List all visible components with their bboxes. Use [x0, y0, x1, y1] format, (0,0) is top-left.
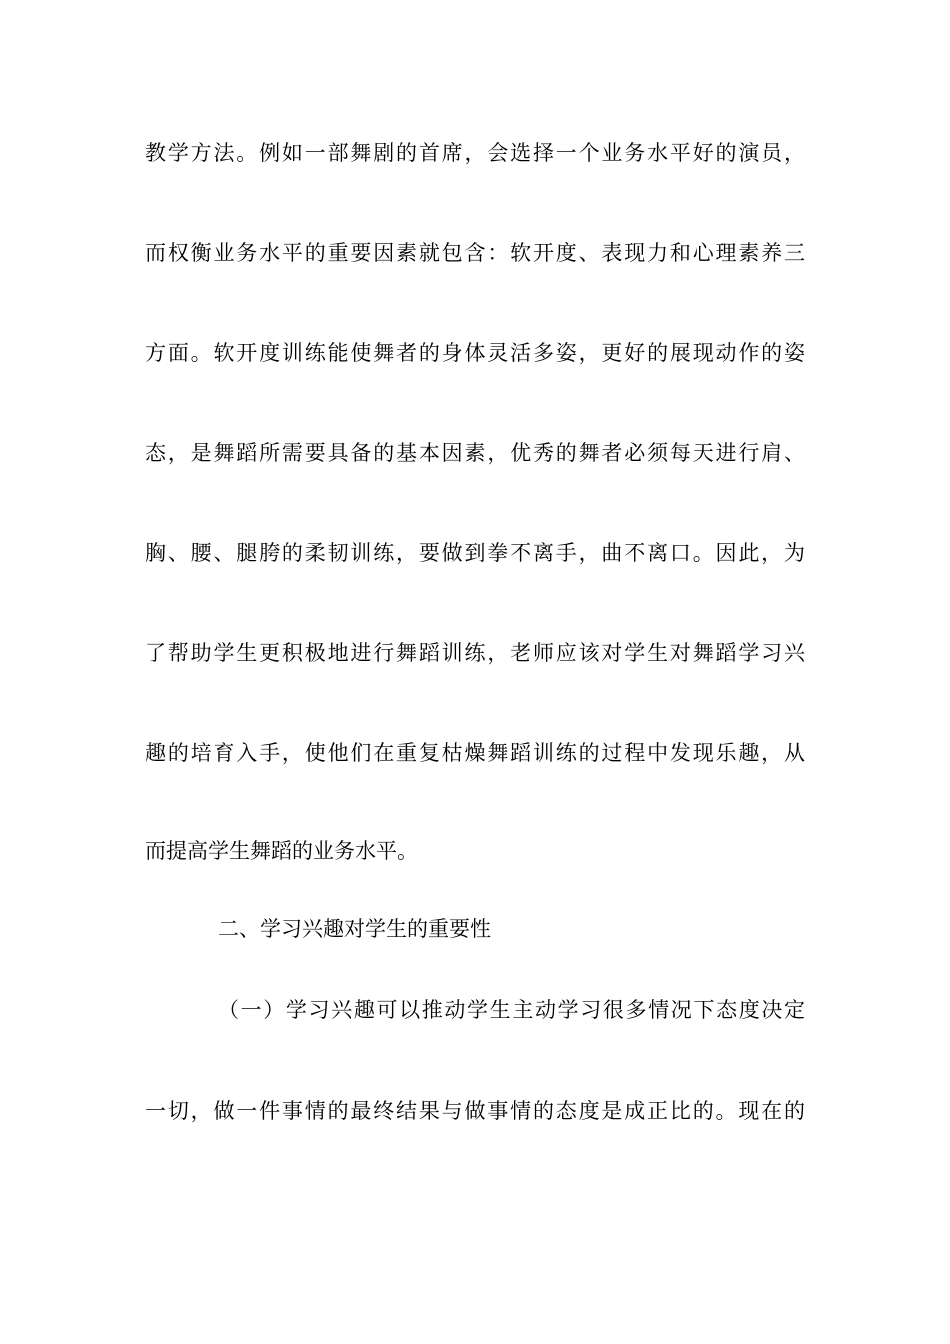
paragraph-line-5: 胸、腰、腿胯的柔韧训练，要做到拳不离手，曲不离口。因此，为: [145, 541, 805, 565]
paragraph-line-6: 了帮助学生更积极地进行舞蹈训练，老师应该对学生对舞蹈学习兴: [145, 641, 805, 665]
paragraph-line-1: 教学方法。例如一部舞剧的首席，会选择一个业务水平好的演员，: [145, 141, 805, 165]
section-heading: 二、学习兴趣对学生的重要性: [218, 917, 491, 941]
paragraph-continuation-line-1: 一切，做一件事情的最终结果与做事情的态度是成正比的。现在的: [145, 1099, 805, 1123]
subsection-heading: （一）学习兴趣可以推动学生主动学习很多情况下态度决定: [218, 998, 805, 1022]
paragraph-line-7: 趣的培育入手，使他们在重复枯燥舞蹈训练的过程中发现乐趣，从: [145, 741, 805, 765]
paragraph-line-2: 而权衡业务水平的重要因素就包含：软开度、表现力和心理素养三: [145, 241, 805, 265]
paragraph-line-8: 而提高学生舞蹈的业务水平。: [145, 839, 418, 863]
paragraph-line-4: 态，是舞蹈所需要具备的基本因素，优秀的舞者必须每天进行肩、: [145, 441, 805, 465]
paragraph-line-3: 方面。软开度训练能使舞者的身体灵活多姿，更好的展现动作的姿: [145, 341, 805, 365]
